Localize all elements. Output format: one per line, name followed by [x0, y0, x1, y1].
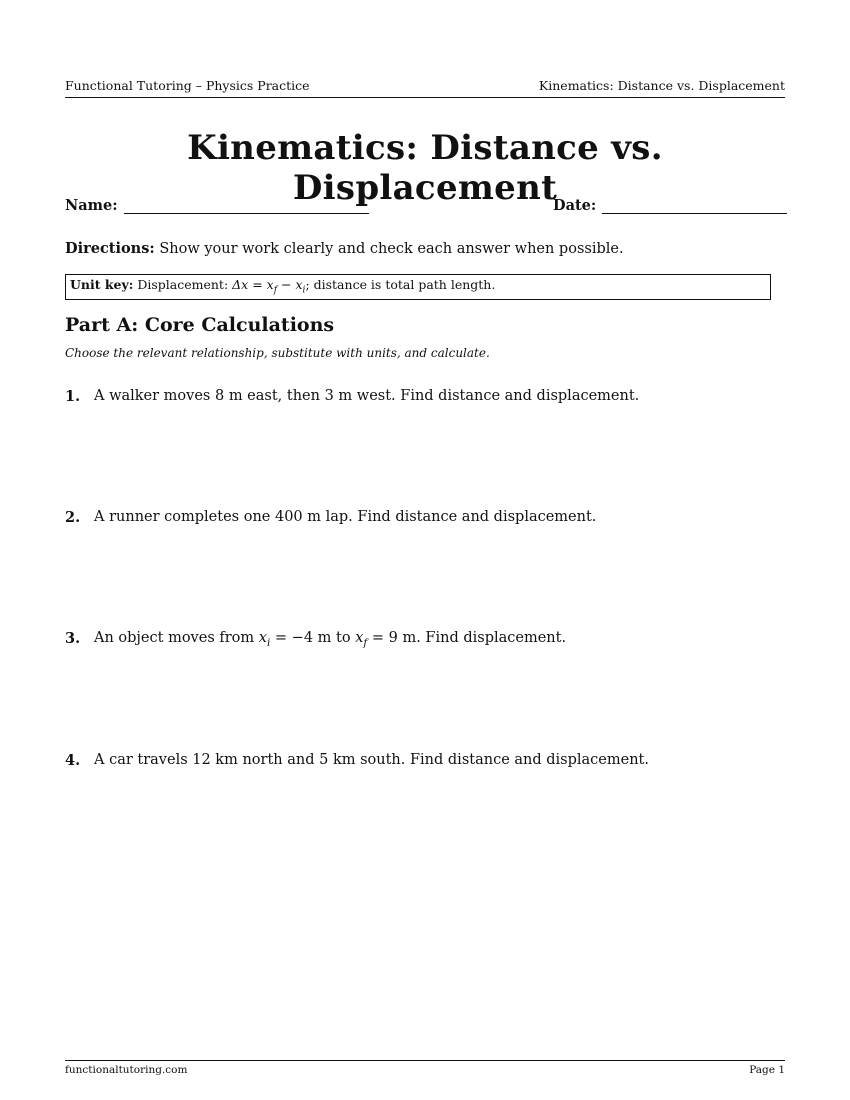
- question-number: 4.: [65, 752, 81, 769]
- page-title: Kinematics: Distance vs. Displacement: [187, 128, 663, 208]
- question-text: A car travels 12 km north and 5 km south. Find distance and displacement.: [94, 752, 649, 768]
- running-header: [65, 78, 785, 98]
- question-text: [94, 630, 566, 649]
- question-text: A walker moves 8 m east, then 3 m west. Find distance and displacement.: [94, 388, 640, 404]
- name-label: Name:: [65, 197, 118, 214]
- unit-key-label: Unit key:: [70, 277, 134, 292]
- date-blank-line: [602, 199, 787, 214]
- unit-key-suffix: ; distance is total path length.: [305, 277, 496, 292]
- date-label: Date:: [553, 197, 597, 214]
- section-title: Part A: Core Calculations: [65, 314, 335, 336]
- initial-position: $x_i = -4$ m: [258, 630, 332, 649]
- question-number: 2.: [65, 509, 81, 526]
- question-text-middle: to: [336, 630, 351, 646]
- question-number: 1.: [65, 388, 81, 405]
- page-number: Page 1: [749, 1064, 785, 1076]
- name-field: [65, 197, 369, 214]
- directions-label: Directions:: [65, 240, 155, 257]
- unit-key-formula: $\Delta x = x_f - x_i$: [232, 277, 306, 296]
- unit-key-box: [65, 274, 771, 300]
- worksheet-page: [65, 0, 785, 1100]
- question-number: 3.: [65, 630, 81, 647]
- directions: [65, 240, 624, 257]
- running-footer: [65, 1060, 785, 1076]
- header-right: Kinematics: Distance vs. Displacement: [538, 78, 785, 93]
- question-text-prefix: An object moves from: [94, 630, 255, 646]
- question-1: [65, 388, 785, 405]
- final-position: $x_f = 9$ m: [355, 630, 417, 649]
- question-3: [65, 630, 785, 649]
- unit-key-prefix: Displacement:: [137, 277, 229, 292]
- footer-site: functionaltutoring.com: [65, 1064, 188, 1076]
- section-subtitle: Choose the relevant relationship, substitute with units, and calculate.: [65, 346, 490, 360]
- question-text: A runner completes one 400 m lap. Find distance and displacement.: [94, 509, 597, 525]
- question-2: [65, 509, 785, 526]
- header-left: Functional Tutoring – Physics Practice: [65, 78, 310, 93]
- date-field: [553, 197, 787, 214]
- name-blank-line: [124, 199, 369, 214]
- question-text-suffix: . Find displacement.: [416, 630, 567, 646]
- question-4: [65, 752, 785, 769]
- directions-text: Show your work clearly and check each answer when possible.: [159, 241, 624, 257]
